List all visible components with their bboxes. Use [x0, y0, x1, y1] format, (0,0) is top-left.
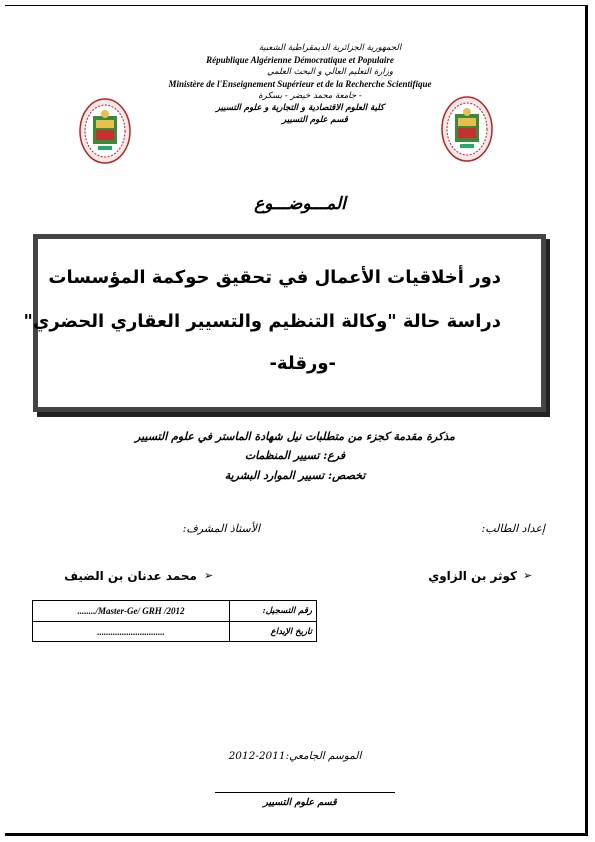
footer-department: قسم علوم التسيير: [263, 797, 337, 808]
title-line-1: دور أخلاقيات الأعمال في تحقيق حوكمة المؤسسات: [48, 267, 501, 288]
faculty-ar: كلية العلوم الاقتصادية و التجارية و علوم التسيير: [215, 103, 384, 113]
title-line-2: دراسة حالة "وكالة التنظيم والتسيير العقاري الحضري": [23, 311, 501, 332]
student-name: كوثر بن الزاوي: [428, 569, 517, 583]
subject-label: المـــوضـــوع: [254, 194, 346, 214]
title-line-3: -ورقلة-: [269, 353, 336, 374]
ministry-ar: وزارة التعليم العالي و البحث العلمي: [267, 67, 393, 77]
memo-line-3: تخصص: تسيير الموارد البشرية: [224, 469, 366, 482]
arrow-bullet-icon: ➢: [523, 569, 533, 582]
memo-line-1: مذكرة مقدمة كجزء من متطلبات نيل شهادة الماستر في علوم التسيير: [135, 430, 455, 443]
deposit-date-row: [33, 622, 316, 642]
registration-label: رقم التسجيل:: [262, 606, 312, 616]
university-ar: جامعة محمد خيضر - بسكرة -: [258, 91, 362, 101]
prepared-by-label: إعداد الطالب:: [481, 522, 545, 535]
institution-header: [120, 42, 480, 126]
page-border-right: [585, 5, 588, 836]
registration-table: [32, 600, 317, 642]
arrow-bullet-icon: ➢: [204, 569, 214, 582]
supervisor-label: الأستاذ المشرف:: [182, 522, 260, 535]
department-ar: قسم علوم التسيير: [282, 115, 348, 125]
memo-line-2: فرع: تسيير المنظمات: [244, 449, 346, 462]
supervisor-name: محمد عدنان بن الضيف: [64, 569, 197, 583]
ministry-fr: Ministère de l'Enseignement Supérieur et de la Recherche Scientifique: [168, 79, 432, 89]
thesis-title-box: [23, 234, 546, 412]
republic-ar: الجمهورية الجزائرية الديمقراطية الشعبية: [258, 43, 402, 53]
page-border-bottom: [5, 833, 588, 836]
academic-season: الموسم الجامعي:2011-2012: [228, 750, 362, 762]
republic-fr: République Algérienne Démocratique et Populaire: [206, 55, 394, 65]
footer-divider: [215, 792, 395, 793]
deposit-date-label: تاريخ الإيداع: [270, 627, 312, 637]
registration-value: ......../Master-Ge/ GRH /2012: [33, 601, 230, 621]
deposit-date-value: ..............................: [33, 622, 230, 642]
registration-row: [33, 601, 316, 621]
